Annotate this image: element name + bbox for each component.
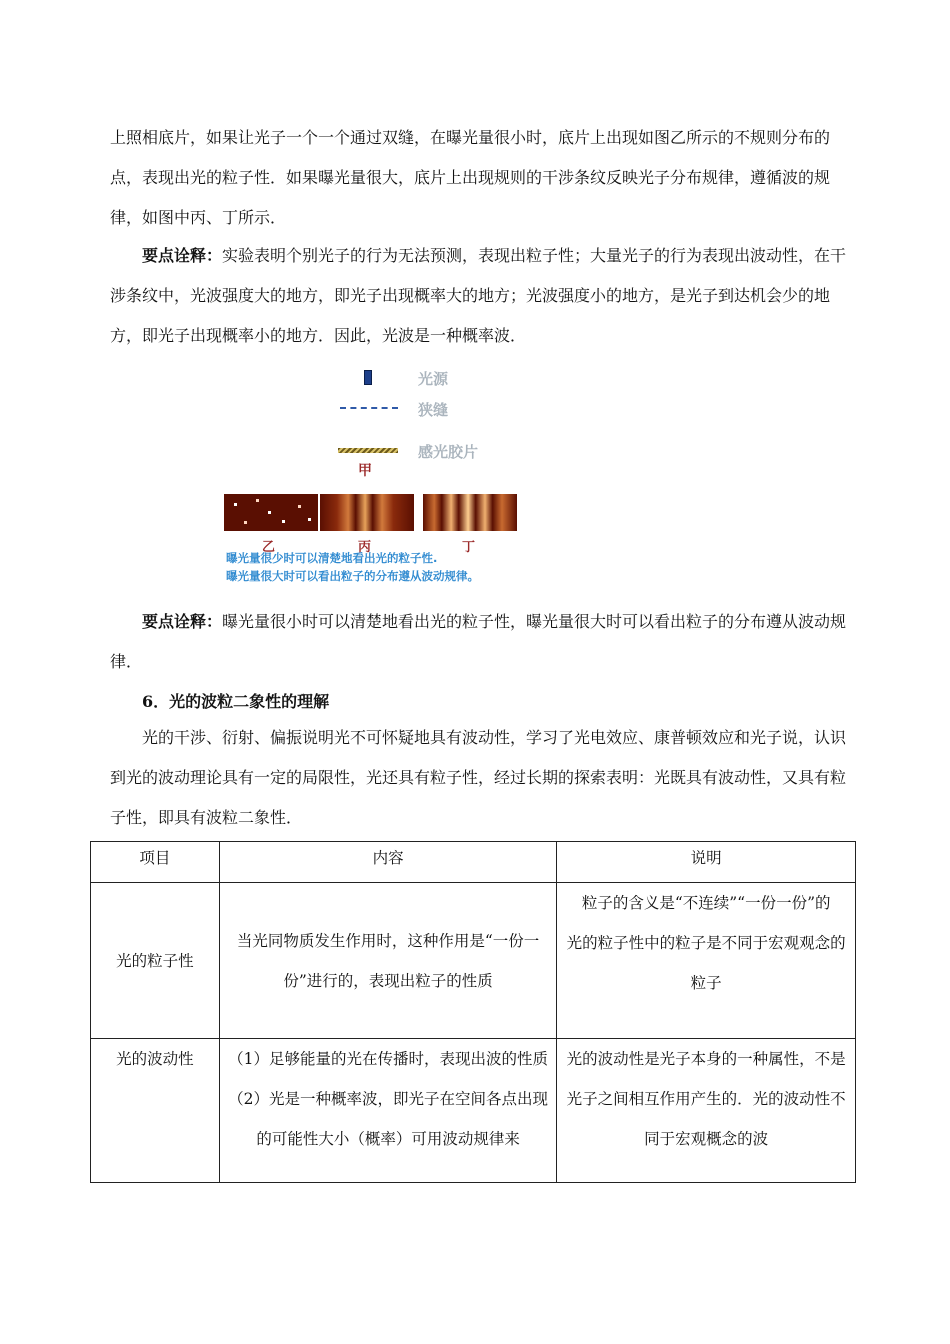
cell-note-line: 粒子的含义是“不连续”“一份一份”的 xyxy=(581,894,831,912)
film-icon xyxy=(338,448,398,453)
label-bing: 丙 xyxy=(358,540,372,555)
section-heading-text: 6．光的波粒二象性的理解 xyxy=(142,692,330,711)
paragraph-intro: 上照相底片，如果让光子一个一个通过双缝，在曝光量很小时，底片上出现如图乙所示的不规则分布的点，表现出光的粒子性．如果曝光量很大，底片上出现规则的干涉条纹反映光子分布规律，遵循波的规律，如图中丙、丁所示． xyxy=(110,128,831,227)
cell-item: 光的波动性 xyxy=(91,1039,220,1183)
cell-content-line: （1）足够能量的光在传播时，表现出波的性质 xyxy=(228,1050,549,1068)
cell-item: 光的粒子性 xyxy=(91,883,220,1039)
film-strip-yi xyxy=(224,494,318,531)
header-item: 项目 xyxy=(91,842,220,883)
paragraph-key-point-2 xyxy=(110,602,850,682)
table-row xyxy=(91,1039,856,1183)
label-light-source: 光源 xyxy=(418,370,449,388)
label-ding: 丁 xyxy=(462,540,476,555)
header-note: 说明 xyxy=(557,842,856,883)
table-row xyxy=(91,883,856,1039)
comparison-table xyxy=(90,841,856,1183)
film-strip-bing xyxy=(320,494,414,531)
cell-content xyxy=(219,1039,557,1183)
cell-content-line: （2）光是一种概率波，即光子在空间各点出现的可能性大小（概率）可用波动规律来 xyxy=(228,1090,549,1148)
section-heading xyxy=(110,682,850,722)
label-slit: 狭缝 xyxy=(418,401,449,419)
light-source-icon xyxy=(364,370,372,385)
cell-note xyxy=(557,883,856,1039)
double-slit-figure xyxy=(222,364,517,586)
sparse-dots-pattern xyxy=(224,494,318,531)
cell-note-line: 光的粒子性中的粒子是不同于宏观观念的粒子 xyxy=(566,934,846,992)
paragraph-key-point-1 xyxy=(110,236,850,356)
figure-caption-2: 曝光量很大时可以看出粒子的分布遵从波动规律。 xyxy=(226,569,479,583)
header-content: 内容 xyxy=(219,842,557,883)
cell-content: 当光同物质发生作用时，这种作用是“一份一份”进行的，表现出粒子的性质 xyxy=(219,883,557,1039)
label-film: 感光胶片 xyxy=(418,443,479,461)
figure-caption-1: 曝光量很少时可以清楚地看出光的粒子性. xyxy=(226,551,438,565)
key-point-label: 要点诠释： xyxy=(142,246,223,265)
key-point-text: 实验表明个别光子的行为无法预测，表现出粒子性；大量光子的行为表现出波动性，在干涉条纹中，光波强度大的地方，即光子出现概率大的地方；光波强度小的地方，是光子到达机会少的地方，即光子出现概率小的地方．因此，光波是一种概率波． xyxy=(110,246,847,345)
paragraph-duality xyxy=(110,718,850,838)
label-yi: 乙 xyxy=(262,540,276,555)
cell-note: 光的波动性是光子本身的一种属性，不是光子之间相互作用产生的．光的波动性不同于宏观概念的波 xyxy=(557,1039,856,1183)
slit-icon xyxy=(340,407,398,409)
label-jia: 甲 xyxy=(358,463,372,479)
table-header-row xyxy=(91,842,856,883)
key-point-label: 要点诠释： xyxy=(142,612,223,631)
paragraph-duality-text: 光的干涉、衍射、偏振说明光不可怀疑地具有波动性，学习了光电效应、康普顿效应和光子说，认识到光的波动理论具有一定的局限性，光还具有粒子性，经过长期的探索表明：光既具有波动性，又具有粒子性，即具有波粒二象性． xyxy=(110,728,847,827)
key-point-text: 曝光量很小时可以清楚地看出光的粒子性，曝光量很大时可以看出粒子的分布遵从波动规律． xyxy=(110,612,847,671)
film-strip-ding xyxy=(423,494,517,531)
